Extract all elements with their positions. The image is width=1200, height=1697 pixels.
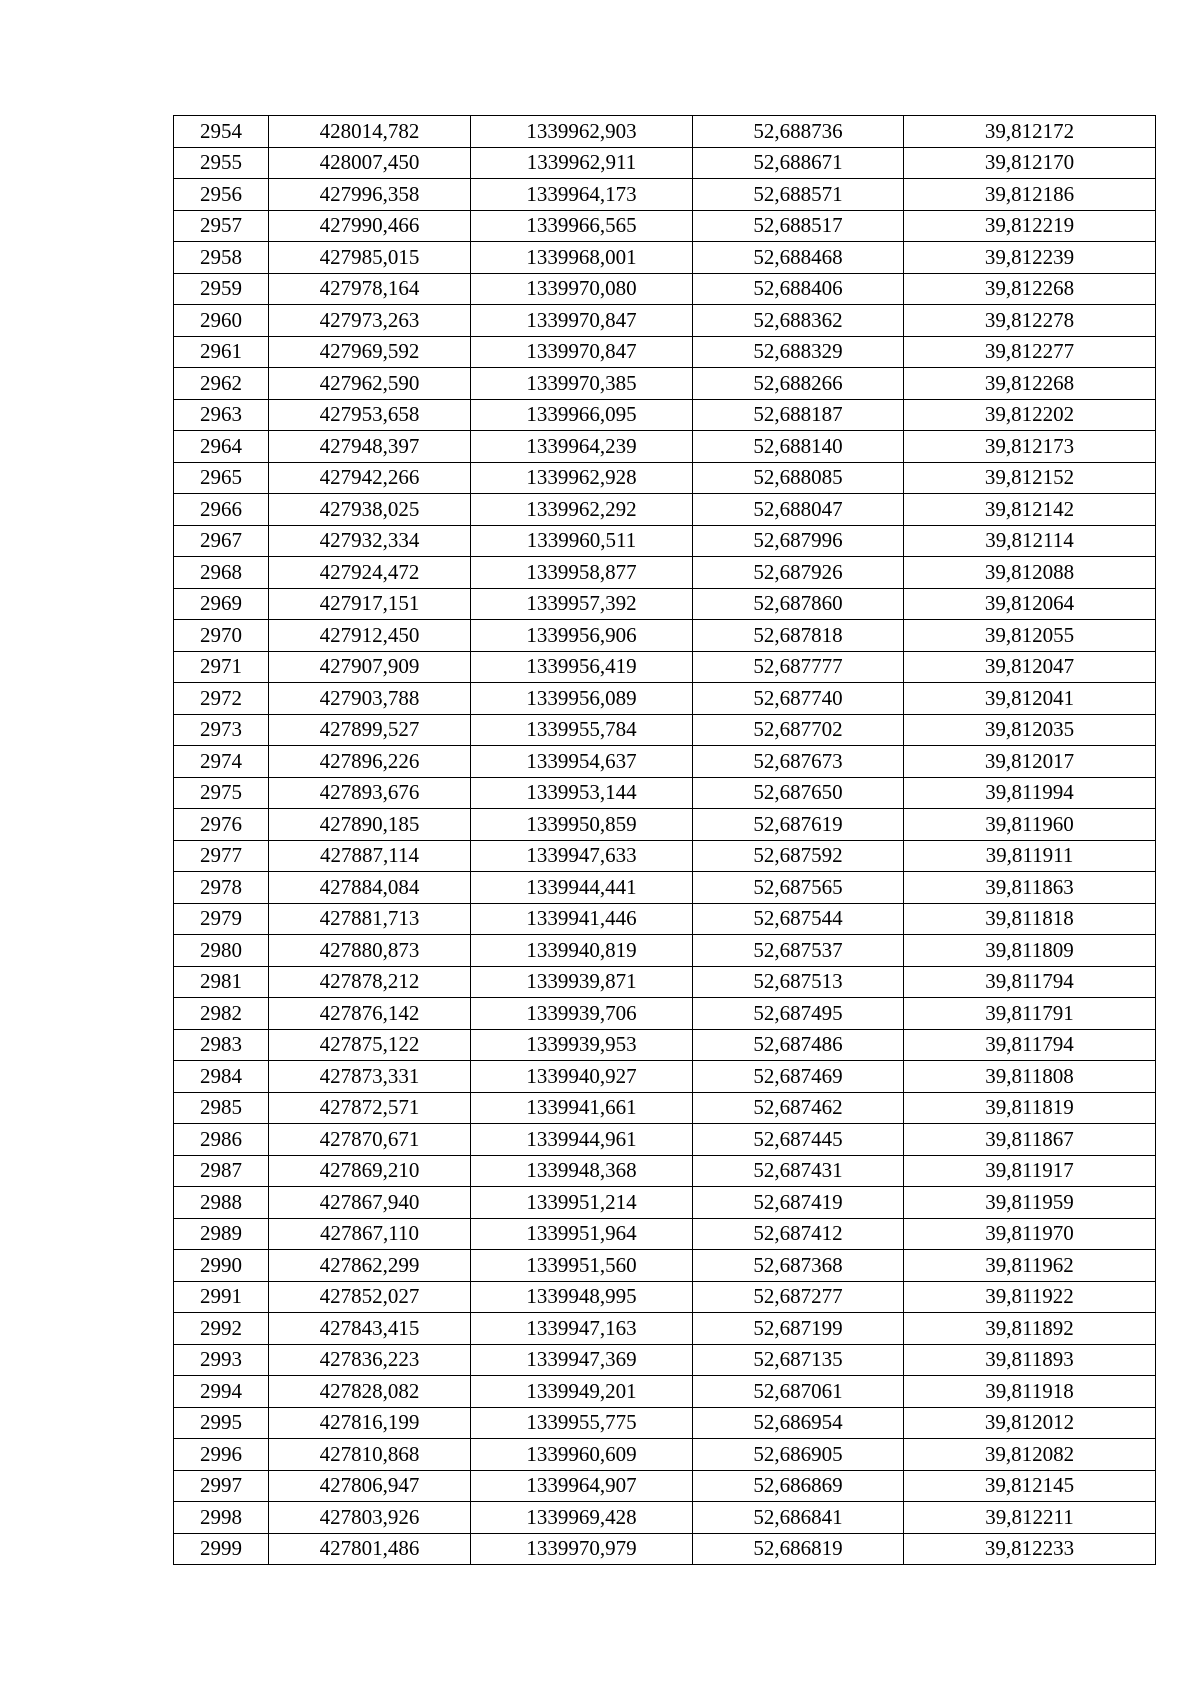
y-coordinate-cell: 1339947,369 [471, 1344, 693, 1376]
longitude-cell: 39,811911 [904, 840, 1156, 872]
table-row [174, 872, 1156, 904]
point-number-cell: 2990 [174, 1250, 269, 1282]
table-row [174, 557, 1156, 589]
table-row [174, 840, 1156, 872]
latitude-cell: 52,687513 [693, 966, 904, 998]
longitude-cell: 39,812152 [904, 462, 1156, 494]
table-row [174, 1092, 1156, 1124]
point-number-cell: 2956 [174, 179, 269, 211]
table-row [174, 1313, 1156, 1345]
y-coordinate-cell: 1339964,173 [471, 179, 693, 211]
longitude-cell: 39,811794 [904, 1029, 1156, 1061]
point-number-cell: 2957 [174, 210, 269, 242]
longitude-cell: 39,811819 [904, 1092, 1156, 1124]
longitude-cell: 39,811867 [904, 1124, 1156, 1156]
y-coordinate-cell: 1339951,964 [471, 1218, 693, 1250]
point-number-cell: 2979 [174, 903, 269, 935]
x-coordinate-cell: 427873,331 [269, 1061, 471, 1093]
longitude-cell: 39,811959 [904, 1187, 1156, 1219]
latitude-cell: 52,687996 [693, 525, 904, 557]
latitude-cell: 52,687702 [693, 714, 904, 746]
y-coordinate-cell: 1339953,144 [471, 777, 693, 809]
y-coordinate-cell: 1339970,385 [471, 368, 693, 400]
table-row [174, 651, 1156, 683]
table-row [174, 1250, 1156, 1282]
table-row [174, 1344, 1156, 1376]
table-row [174, 494, 1156, 526]
table-row [174, 1502, 1156, 1534]
longitude-cell: 39,812211 [904, 1502, 1156, 1534]
x-coordinate-cell: 427843,415 [269, 1313, 471, 1345]
y-coordinate-cell: 1339947,633 [471, 840, 693, 872]
table-row [174, 809, 1156, 841]
point-number-cell: 2968 [174, 557, 269, 589]
latitude-cell: 52,688085 [693, 462, 904, 494]
latitude-cell: 52,688140 [693, 431, 904, 463]
x-coordinate-cell: 427862,299 [269, 1250, 471, 1282]
y-coordinate-cell: 1339956,089 [471, 683, 693, 715]
point-number-cell: 2997 [174, 1470, 269, 1502]
table-row [174, 399, 1156, 431]
longitude-cell: 39,812035 [904, 714, 1156, 746]
latitude-cell: 52,688736 [693, 116, 904, 148]
y-coordinate-cell: 1339957,392 [471, 588, 693, 620]
longitude-cell: 39,812064 [904, 588, 1156, 620]
point-number-cell: 2996 [174, 1439, 269, 1471]
table-row [174, 1029, 1156, 1061]
x-coordinate-cell: 427932,334 [269, 525, 471, 557]
y-coordinate-cell: 1339955,775 [471, 1407, 693, 1439]
table-row [174, 305, 1156, 337]
latitude-cell: 52,687061 [693, 1376, 904, 1408]
table-row [174, 1281, 1156, 1313]
longitude-cell: 39,812017 [904, 746, 1156, 778]
point-number-cell: 2980 [174, 935, 269, 967]
table-row [174, 1187, 1156, 1219]
x-coordinate-cell: 427903,788 [269, 683, 471, 715]
latitude-cell: 52,687619 [693, 809, 904, 841]
y-coordinate-cell: 1339956,419 [471, 651, 693, 683]
table-row [174, 588, 1156, 620]
y-coordinate-cell: 1339966,095 [471, 399, 693, 431]
y-coordinate-cell: 1339941,661 [471, 1092, 693, 1124]
y-coordinate-cell: 1339968,001 [471, 242, 693, 274]
table-row [174, 273, 1156, 305]
point-number-cell: 2991 [174, 1281, 269, 1313]
longitude-cell: 39,812173 [904, 431, 1156, 463]
longitude-cell: 39,812268 [904, 368, 1156, 400]
point-number-cell: 2983 [174, 1029, 269, 1061]
point-number-cell: 2966 [174, 494, 269, 526]
table-row [174, 1218, 1156, 1250]
point-number-cell: 2999 [174, 1533, 269, 1565]
table-row [174, 242, 1156, 274]
point-number-cell: 2985 [174, 1092, 269, 1124]
longitude-cell: 39,812088 [904, 557, 1156, 589]
latitude-cell: 52,688571 [693, 179, 904, 211]
table-row [174, 998, 1156, 1030]
coordinates-table [173, 115, 1156, 1565]
point-number-cell: 2970 [174, 620, 269, 652]
table-row [174, 368, 1156, 400]
longitude-cell: 39,812170 [904, 147, 1156, 179]
table-row [174, 935, 1156, 967]
latitude-cell: 52,687419 [693, 1187, 904, 1219]
point-number-cell: 2973 [174, 714, 269, 746]
x-coordinate-cell: 427890,185 [269, 809, 471, 841]
latitude-cell: 52,687412 [693, 1218, 904, 1250]
x-coordinate-cell: 427806,947 [269, 1470, 471, 1502]
longitude-cell: 39,812233 [904, 1533, 1156, 1565]
point-number-cell: 2964 [174, 431, 269, 463]
latitude-cell: 52,687469 [693, 1061, 904, 1093]
y-coordinate-cell: 1339939,706 [471, 998, 693, 1030]
longitude-cell: 39,812186 [904, 179, 1156, 211]
longitude-cell: 39,812114 [904, 525, 1156, 557]
x-coordinate-cell: 427917,151 [269, 588, 471, 620]
point-number-cell: 2971 [174, 651, 269, 683]
x-coordinate-cell: 427870,671 [269, 1124, 471, 1156]
table-row [174, 683, 1156, 715]
table-row [174, 431, 1156, 463]
y-coordinate-cell: 1339947,163 [471, 1313, 693, 1345]
longitude-cell: 39,812239 [904, 242, 1156, 274]
table-row [174, 777, 1156, 809]
latitude-cell: 52,687565 [693, 872, 904, 904]
point-number-cell: 2969 [174, 588, 269, 620]
x-coordinate-cell: 427969,592 [269, 336, 471, 368]
latitude-cell: 52,687818 [693, 620, 904, 652]
latitude-cell: 52,688047 [693, 494, 904, 526]
latitude-cell: 52,687135 [693, 1344, 904, 1376]
point-number-cell: 2974 [174, 746, 269, 778]
y-coordinate-cell: 1339948,995 [471, 1281, 693, 1313]
latitude-cell: 52,687777 [693, 651, 904, 683]
table-row [174, 116, 1156, 148]
x-coordinate-cell: 427962,590 [269, 368, 471, 400]
y-coordinate-cell: 1339960,609 [471, 1439, 693, 1471]
y-coordinate-cell: 1339949,201 [471, 1376, 693, 1408]
latitude-cell: 52,687462 [693, 1092, 904, 1124]
table-row [174, 1439, 1156, 1471]
longitude-cell: 39,811892 [904, 1313, 1156, 1345]
x-coordinate-cell: 428007,450 [269, 147, 471, 179]
point-number-cell: 2986 [174, 1124, 269, 1156]
latitude-cell: 52,687486 [693, 1029, 904, 1061]
longitude-cell: 39,811918 [904, 1376, 1156, 1408]
longitude-cell: 39,812202 [904, 399, 1156, 431]
y-coordinate-cell: 1339970,080 [471, 273, 693, 305]
table-row [174, 903, 1156, 935]
point-number-cell: 2988 [174, 1187, 269, 1219]
latitude-cell: 52,686841 [693, 1502, 904, 1534]
table-row [174, 336, 1156, 368]
y-coordinate-cell: 1339944,961 [471, 1124, 693, 1156]
y-coordinate-cell: 1339962,292 [471, 494, 693, 526]
point-number-cell: 2962 [174, 368, 269, 400]
latitude-cell: 52,687537 [693, 935, 904, 967]
latitude-cell: 52,687650 [693, 777, 904, 809]
y-coordinate-cell: 1339962,903 [471, 116, 693, 148]
y-coordinate-cell: 1339940,927 [471, 1061, 693, 1093]
point-number-cell: 2954 [174, 116, 269, 148]
x-coordinate-cell: 427973,263 [269, 305, 471, 337]
x-coordinate-cell: 427880,873 [269, 935, 471, 967]
latitude-cell: 52,687431 [693, 1155, 904, 1187]
x-coordinate-cell: 427899,527 [269, 714, 471, 746]
point-number-cell: 2981 [174, 966, 269, 998]
y-coordinate-cell: 1339940,819 [471, 935, 693, 967]
latitude-cell: 52,688468 [693, 242, 904, 274]
y-coordinate-cell: 1339948,368 [471, 1155, 693, 1187]
latitude-cell: 52,688362 [693, 305, 904, 337]
y-coordinate-cell: 1339954,637 [471, 746, 693, 778]
latitude-cell: 52,688187 [693, 399, 904, 431]
x-coordinate-cell: 427978,164 [269, 273, 471, 305]
longitude-cell: 39,812145 [904, 1470, 1156, 1502]
longitude-cell: 39,812278 [904, 305, 1156, 337]
table-row [174, 620, 1156, 652]
point-number-cell: 2975 [174, 777, 269, 809]
point-number-cell: 2994 [174, 1376, 269, 1408]
latitude-cell: 52,686819 [693, 1533, 904, 1565]
longitude-cell: 39,811818 [904, 903, 1156, 935]
latitude-cell: 52,688517 [693, 210, 904, 242]
point-number-cell: 2989 [174, 1218, 269, 1250]
point-number-cell: 2963 [174, 399, 269, 431]
x-coordinate-cell: 427867,110 [269, 1218, 471, 1250]
point-number-cell: 2961 [174, 336, 269, 368]
longitude-cell: 39,811791 [904, 998, 1156, 1030]
point-number-cell: 2960 [174, 305, 269, 337]
table-row [174, 179, 1156, 211]
longitude-cell: 39,812268 [904, 273, 1156, 305]
longitude-cell: 39,812219 [904, 210, 1156, 242]
latitude-cell: 52,687445 [693, 1124, 904, 1156]
x-coordinate-cell: 427942,266 [269, 462, 471, 494]
point-number-cell: 2955 [174, 147, 269, 179]
x-coordinate-cell: 427887,114 [269, 840, 471, 872]
longitude-cell: 39,811794 [904, 966, 1156, 998]
latitude-cell: 52,686954 [693, 1407, 904, 1439]
table-row [174, 714, 1156, 746]
y-coordinate-cell: 1339956,906 [471, 620, 693, 652]
point-number-cell: 2959 [174, 273, 269, 305]
latitude-cell: 52,687673 [693, 746, 904, 778]
y-coordinate-cell: 1339964,907 [471, 1470, 693, 1502]
latitude-cell: 52,688406 [693, 273, 904, 305]
x-coordinate-cell: 427852,027 [269, 1281, 471, 1313]
point-number-cell: 2993 [174, 1344, 269, 1376]
latitude-cell: 52,687544 [693, 903, 904, 935]
longitude-cell: 39,811917 [904, 1155, 1156, 1187]
table-row [174, 1155, 1156, 1187]
latitude-cell: 52,688266 [693, 368, 904, 400]
y-coordinate-cell: 1339969,428 [471, 1502, 693, 1534]
x-coordinate-cell: 427985,015 [269, 242, 471, 274]
longitude-cell: 39,811893 [904, 1344, 1156, 1376]
x-coordinate-cell: 427884,084 [269, 872, 471, 904]
longitude-cell: 39,811970 [904, 1218, 1156, 1250]
latitude-cell: 52,687860 [693, 588, 904, 620]
point-number-cell: 2998 [174, 1502, 269, 1534]
x-coordinate-cell: 427878,212 [269, 966, 471, 998]
x-coordinate-cell: 427996,358 [269, 179, 471, 211]
x-coordinate-cell: 427828,082 [269, 1376, 471, 1408]
x-coordinate-cell: 427938,025 [269, 494, 471, 526]
latitude-cell: 52,688671 [693, 147, 904, 179]
x-coordinate-cell: 427881,713 [269, 903, 471, 935]
x-coordinate-cell: 427867,940 [269, 1187, 471, 1219]
y-coordinate-cell: 1339939,953 [471, 1029, 693, 1061]
x-coordinate-cell: 427801,486 [269, 1533, 471, 1565]
y-coordinate-cell: 1339966,565 [471, 210, 693, 242]
y-coordinate-cell: 1339950,859 [471, 809, 693, 841]
latitude-cell: 52,686869 [693, 1470, 904, 1502]
x-coordinate-cell: 427875,122 [269, 1029, 471, 1061]
latitude-cell: 52,687740 [693, 683, 904, 715]
x-coordinate-cell: 427869,210 [269, 1155, 471, 1187]
longitude-cell: 39,811962 [904, 1250, 1156, 1282]
point-number-cell: 2982 [174, 998, 269, 1030]
y-coordinate-cell: 1339962,911 [471, 147, 693, 179]
x-coordinate-cell: 427948,397 [269, 431, 471, 463]
point-number-cell: 2965 [174, 462, 269, 494]
point-number-cell: 2976 [174, 809, 269, 841]
table-row [174, 1061, 1156, 1093]
longitude-cell: 39,811809 [904, 935, 1156, 967]
longitude-cell: 39,811960 [904, 809, 1156, 841]
table-row [174, 1533, 1156, 1565]
table-row [174, 1124, 1156, 1156]
x-coordinate-cell: 427872,571 [269, 1092, 471, 1124]
longitude-cell: 39,812082 [904, 1439, 1156, 1471]
x-coordinate-cell: 427816,199 [269, 1407, 471, 1439]
point-number-cell: 2967 [174, 525, 269, 557]
x-coordinate-cell: 428014,782 [269, 116, 471, 148]
latitude-cell: 52,686905 [693, 1439, 904, 1471]
longitude-cell: 39,812047 [904, 651, 1156, 683]
longitude-cell: 39,811994 [904, 777, 1156, 809]
y-coordinate-cell: 1339955,784 [471, 714, 693, 746]
x-coordinate-cell: 427893,676 [269, 777, 471, 809]
table-row [174, 1407, 1156, 1439]
y-coordinate-cell: 1339960,511 [471, 525, 693, 557]
point-number-cell: 2977 [174, 840, 269, 872]
y-coordinate-cell: 1339944,441 [471, 872, 693, 904]
longitude-cell: 39,812172 [904, 116, 1156, 148]
longitude-cell: 39,812012 [904, 1407, 1156, 1439]
x-coordinate-cell: 427836,223 [269, 1344, 471, 1376]
longitude-cell: 39,812041 [904, 683, 1156, 715]
x-coordinate-cell: 427810,868 [269, 1439, 471, 1471]
point-number-cell: 2972 [174, 683, 269, 715]
longitude-cell: 39,811808 [904, 1061, 1156, 1093]
latitude-cell: 52,688329 [693, 336, 904, 368]
table-row [174, 1376, 1156, 1408]
y-coordinate-cell: 1339941,446 [471, 903, 693, 935]
point-number-cell: 2992 [174, 1313, 269, 1345]
y-coordinate-cell: 1339970,847 [471, 305, 693, 337]
latitude-cell: 52,687495 [693, 998, 904, 1030]
point-number-cell: 2958 [174, 242, 269, 274]
latitude-cell: 52,687199 [693, 1313, 904, 1345]
table-row [174, 746, 1156, 778]
table-row [174, 210, 1156, 242]
table-row [174, 525, 1156, 557]
y-coordinate-cell: 1339951,560 [471, 1250, 693, 1282]
table-row [174, 147, 1156, 179]
table-row [174, 462, 1156, 494]
x-coordinate-cell: 427803,926 [269, 1502, 471, 1534]
x-coordinate-cell: 427876,142 [269, 998, 471, 1030]
point-number-cell: 2978 [174, 872, 269, 904]
longitude-cell: 39,812142 [904, 494, 1156, 526]
point-number-cell: 2984 [174, 1061, 269, 1093]
longitude-cell: 39,812055 [904, 620, 1156, 652]
y-coordinate-cell: 1339970,847 [471, 336, 693, 368]
table-row [174, 966, 1156, 998]
point-number-cell: 2987 [174, 1155, 269, 1187]
latitude-cell: 52,687368 [693, 1250, 904, 1282]
y-coordinate-cell: 1339962,928 [471, 462, 693, 494]
x-coordinate-cell: 427907,909 [269, 651, 471, 683]
latitude-cell: 52,687277 [693, 1281, 904, 1313]
longitude-cell: 39,812277 [904, 336, 1156, 368]
y-coordinate-cell: 1339951,214 [471, 1187, 693, 1219]
y-coordinate-cell: 1339970,979 [471, 1533, 693, 1565]
longitude-cell: 39,811922 [904, 1281, 1156, 1313]
x-coordinate-cell: 427924,472 [269, 557, 471, 589]
coordinates-table-body [174, 116, 1156, 1565]
x-coordinate-cell: 427990,466 [269, 210, 471, 242]
y-coordinate-cell: 1339958,877 [471, 557, 693, 589]
latitude-cell: 52,687592 [693, 840, 904, 872]
y-coordinate-cell: 1339939,871 [471, 966, 693, 998]
x-coordinate-cell: 427912,450 [269, 620, 471, 652]
longitude-cell: 39,811863 [904, 872, 1156, 904]
y-coordinate-cell: 1339964,239 [471, 431, 693, 463]
latitude-cell: 52,687926 [693, 557, 904, 589]
table-row [174, 1470, 1156, 1502]
x-coordinate-cell: 427896,226 [269, 746, 471, 778]
x-coordinate-cell: 427953,658 [269, 399, 471, 431]
point-number-cell: 2995 [174, 1407, 269, 1439]
